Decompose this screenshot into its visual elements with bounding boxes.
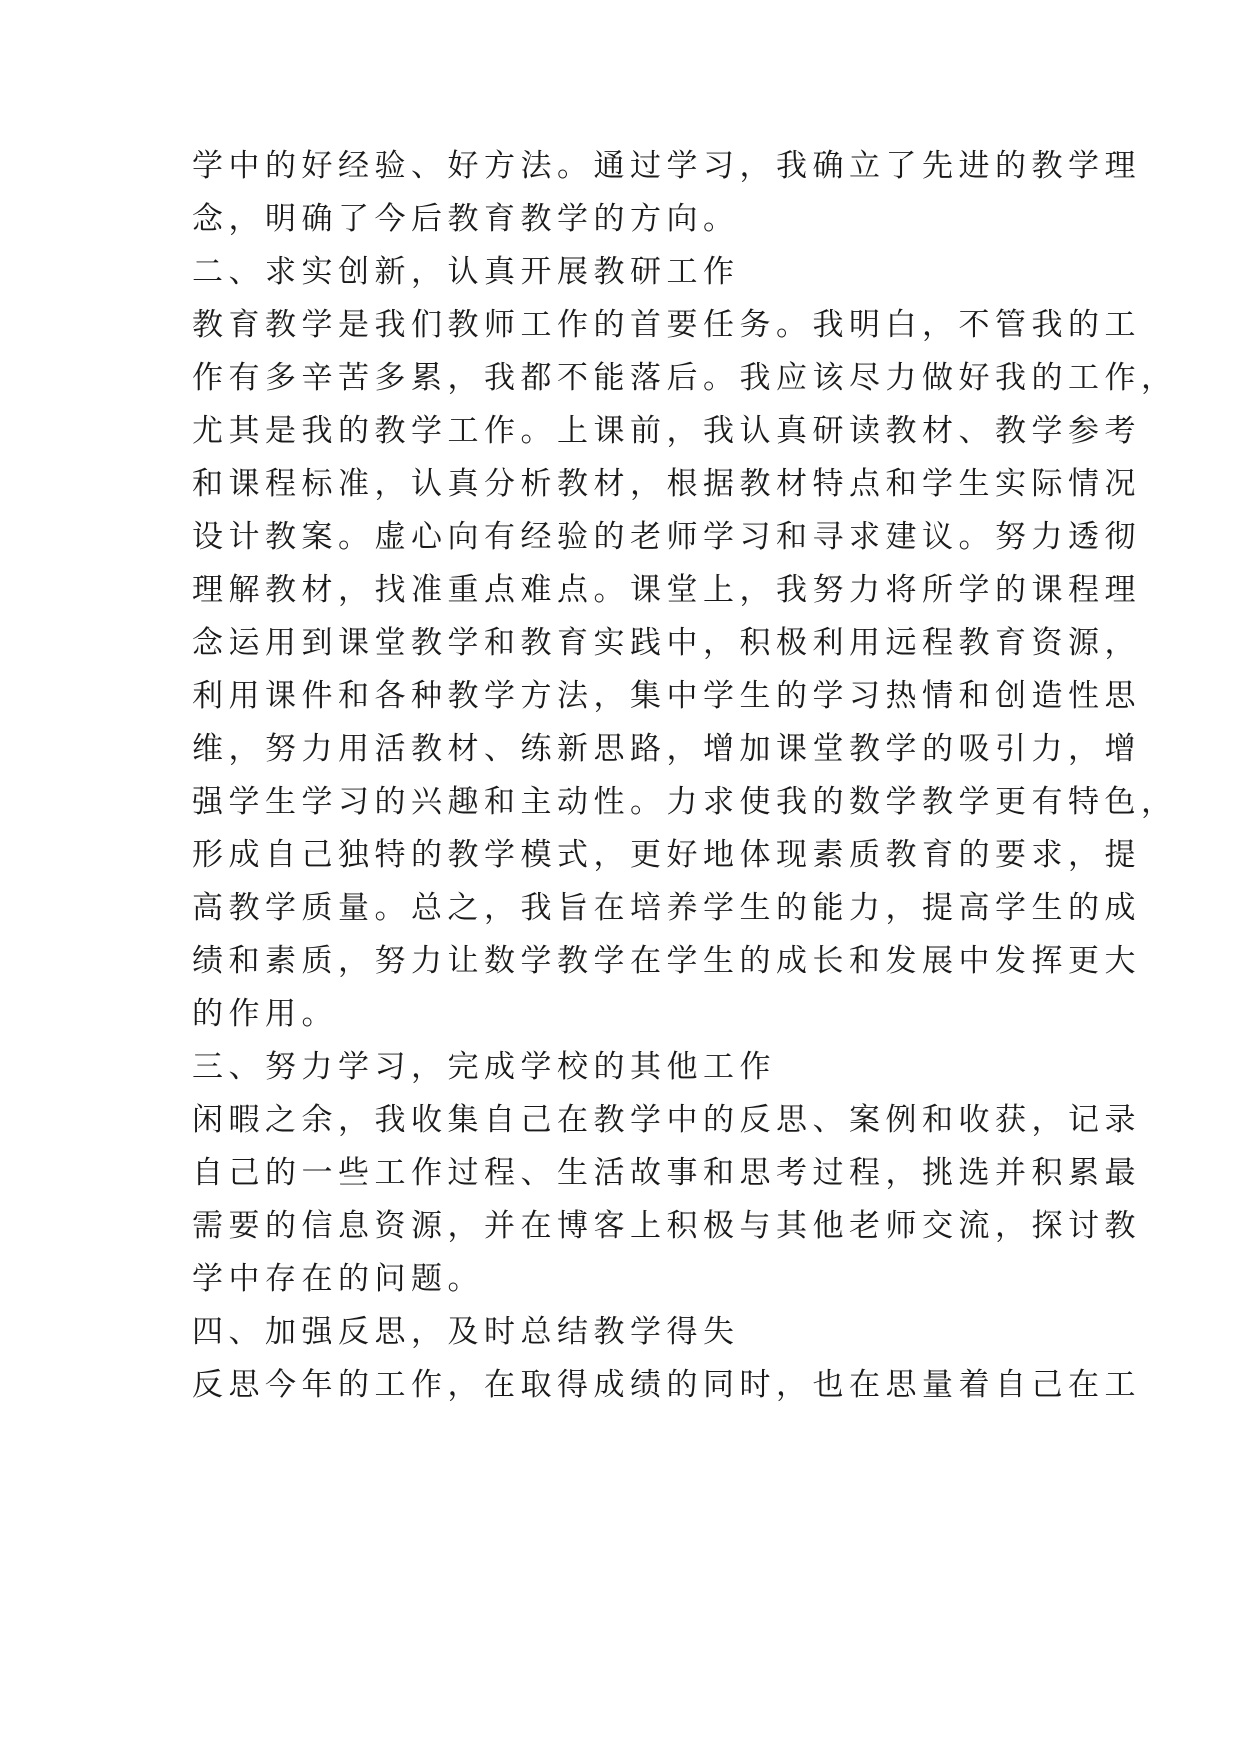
- body-text-line: 作有多辛苦多累，我都不能落后。我应该尽力做好我的工作，: [192, 360, 1178, 396]
- body-text-line: 闲暇之余，我收集自己在教学中的反思、案例和收获，记录: [192, 1102, 1141, 1138]
- body-text-line: 理解教材，找准重点难点。课堂上，我努力将所学的课程理: [192, 572, 1141, 608]
- body-text-line: 学中存在的问题。: [192, 1261, 484, 1297]
- body-text-line: 反思今年的工作，在取得成绩的同时，也在思量着自己在工: [192, 1367, 1141, 1403]
- body-text-line: 高教学质量。总之，我旨在培养学生的能力，提高学生的成: [192, 890, 1141, 926]
- body-text-line: 需要的信息资源，并在博客上积极与其他老师交流，探讨教: [192, 1208, 1141, 1244]
- body-text-line: 维，努力用活教材、练新思路，增加课堂教学的吸引力，增: [192, 731, 1141, 767]
- body-text-line: 形成自己独特的教学模式，更好地体现素质教育的要求，提: [192, 837, 1141, 873]
- body-text-line: 的作用。: [192, 996, 338, 1032]
- body-text-line: 自己的一些工作过程、生活故事和思考过程，挑选并积累最: [192, 1155, 1141, 1191]
- body-text-line: 念运用到课堂教学和教育实践中，积极利用远程教育资源，: [192, 625, 1141, 661]
- section-heading: 四、加强反思，及时总结教学得失: [192, 1314, 740, 1350]
- body-text-line: 绩和素质，努力让数学教学在学生的成长和发展中发挥更大: [192, 943, 1141, 979]
- body-text-line: 尤其是我的教学工作。上课前，我认真研读教材、教学参考: [192, 413, 1141, 449]
- body-text-line: 教育教学是我们教师工作的首要任务。我明白，不管我的工: [192, 307, 1141, 343]
- body-text-line: 设计教案。虚心向有经验的老师学习和寻求建议。努力透彻: [192, 519, 1141, 555]
- section-heading: 三、努力学习，完成学校的其他工作: [192, 1049, 776, 1085]
- section-heading: 二、求实创新，认真开展教研工作: [192, 254, 740, 290]
- body-text-line: 利用课件和各种教学方法，集中学生的学习热情和创造性思: [192, 678, 1141, 714]
- body-text-line: 和课程标准，认真分析教材，根据教材特点和学生实际情况: [192, 466, 1141, 502]
- body-text-line: 强学生学习的兴趣和主动性。力求使我的数学教学更有特色，: [192, 784, 1178, 820]
- body-text-line: 念，明确了今后教育教学的方向。: [192, 201, 740, 237]
- body-text-line: 学中的好经验、好方法。通过学习，我确立了先进的教学理: [192, 148, 1141, 184]
